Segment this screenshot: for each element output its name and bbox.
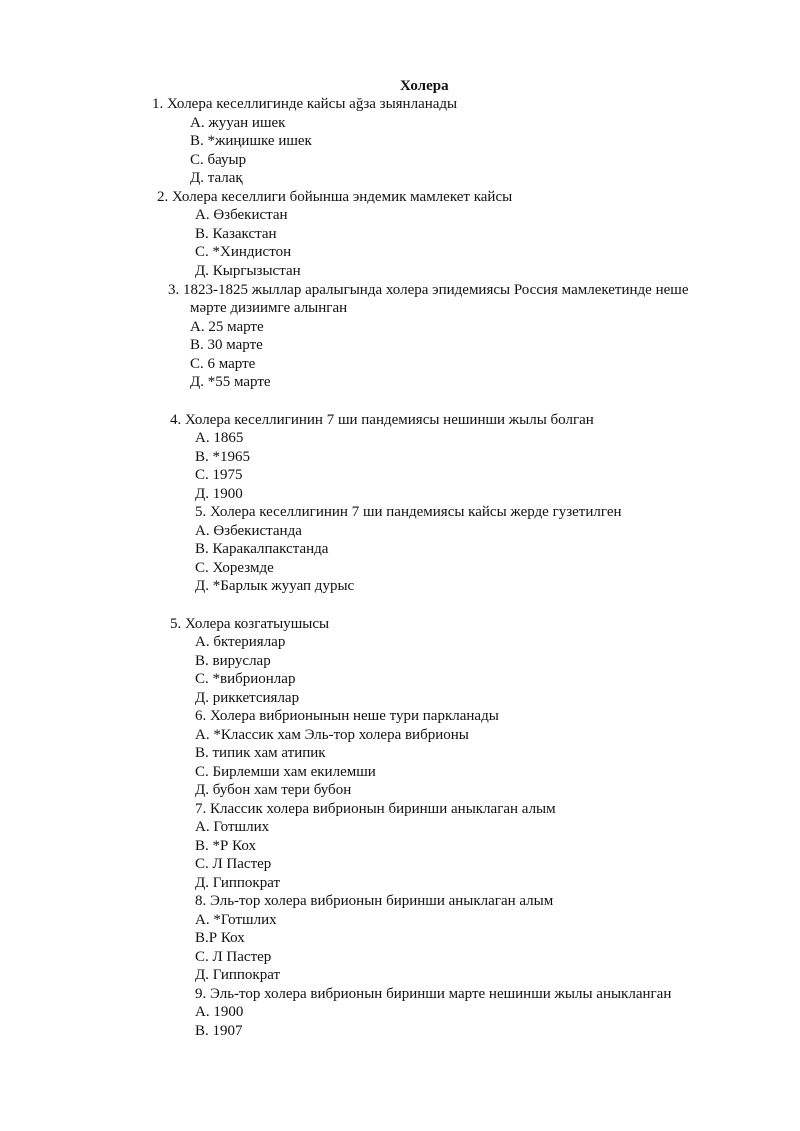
- answer-option: В. вируслар: [195, 653, 271, 669]
- answer-option: В. Казакстан: [195, 226, 277, 242]
- answer-option: С. Бирлемши хам екилемши: [195, 764, 376, 780]
- answer-option: Д. риккетсиялар: [195, 690, 300, 706]
- document-title: Холера: [400, 78, 449, 94]
- question-7: 7. Классик холера вибрионын биринши аныклаган алым: [195, 801, 556, 817]
- answer-option: В. типик хам атипик: [195, 745, 326, 761]
- answer-option: Д. Гиппократ: [195, 875, 281, 891]
- answer-option: Д. Гиппократ: [195, 967, 281, 983]
- answer-option: Д. *Барлык жууап дурыс: [195, 578, 355, 594]
- answer-option: В. 30 марте: [190, 337, 263, 353]
- answer-option: А. *Классик хам Эль-тор холера вибрионы: [195, 727, 469, 743]
- question-5b: 5. Холера козгатыушысы: [170, 616, 330, 632]
- answer-option: С. 1975: [195, 467, 243, 483]
- answer-option: С. Л Пастер: [195, 856, 272, 872]
- answer-option: А. Өзбекистанда: [195, 523, 302, 539]
- question-6: 6. Холера вибрионынын неше тури паркланады: [195, 708, 499, 724]
- answer-option: В. Каракалпакстанда: [195, 541, 329, 557]
- question-4: 4. Холера кеселлигинин 7 ши пандемиясы нешинши жылы болган: [170, 412, 594, 428]
- answer-option: А. жууан ишек: [190, 115, 286, 131]
- answer-option: А. 1865: [195, 430, 244, 446]
- question-3: 3. 1823-1825 жыллар аралыгында холера эпидемиясы Россия мамлекетинде неше: [168, 282, 689, 298]
- answer-option: Д. 1900: [195, 486, 243, 502]
- question-9: 9. Эль-тор холера вибрионын биринши марте нешинши жылы аныкланган: [195, 986, 672, 1002]
- answer-option: В. 1907: [195, 1023, 243, 1039]
- question-2: 2. Холера кеселлиги бойынша эндемик мамлекет кайсы: [157, 189, 513, 205]
- question-3-continuation: мәрте дизиимге алынган: [190, 300, 348, 316]
- answer-option: С. *Хиндистон: [195, 244, 292, 260]
- answer-option: А. 1900: [195, 1004, 244, 1020]
- answer-option: А. бктериялар: [195, 634, 286, 650]
- answer-option: А. 25 марте: [190, 319, 264, 335]
- answer-option: А. Өзбекистан: [195, 207, 288, 223]
- answer-option: Д. Кыргызыстан: [195, 263, 301, 279]
- answer-option: С. Хорезмде: [195, 560, 274, 576]
- answer-option: В.Р Кох: [195, 930, 245, 946]
- answer-option: Д. *55 марте: [190, 374, 271, 390]
- answer-option: С. Л Пастер: [195, 949, 272, 965]
- answer-option: В. *Р Кох: [195, 838, 256, 854]
- answer-option: В. *жиңишке ишек: [190, 133, 312, 149]
- answer-option: А. Готшлих: [195, 819, 270, 835]
- question-8: 8. Эль-тор холера вибрионын биринши аныклаган алым: [195, 893, 554, 909]
- answer-option: А. *Готшлих: [195, 912, 277, 928]
- answer-option: С. *вибрионлар: [195, 671, 296, 687]
- question-5: 5. Холера кеселлигинин 7 ши пандемиясы кайсы жерде гузетилген: [195, 504, 622, 520]
- answer-option: С. 6 марте: [190, 356, 256, 372]
- answer-option: С. бауыр: [190, 152, 247, 168]
- answer-option: Д. бубон хам тери бубон: [195, 782, 352, 798]
- question-1: 1. Холера кеселлигинде кайсы ağза зыянланады: [152, 96, 458, 112]
- answer-option: В. *1965: [195, 449, 251, 465]
- answer-option: Д. талақ: [190, 170, 243, 186]
